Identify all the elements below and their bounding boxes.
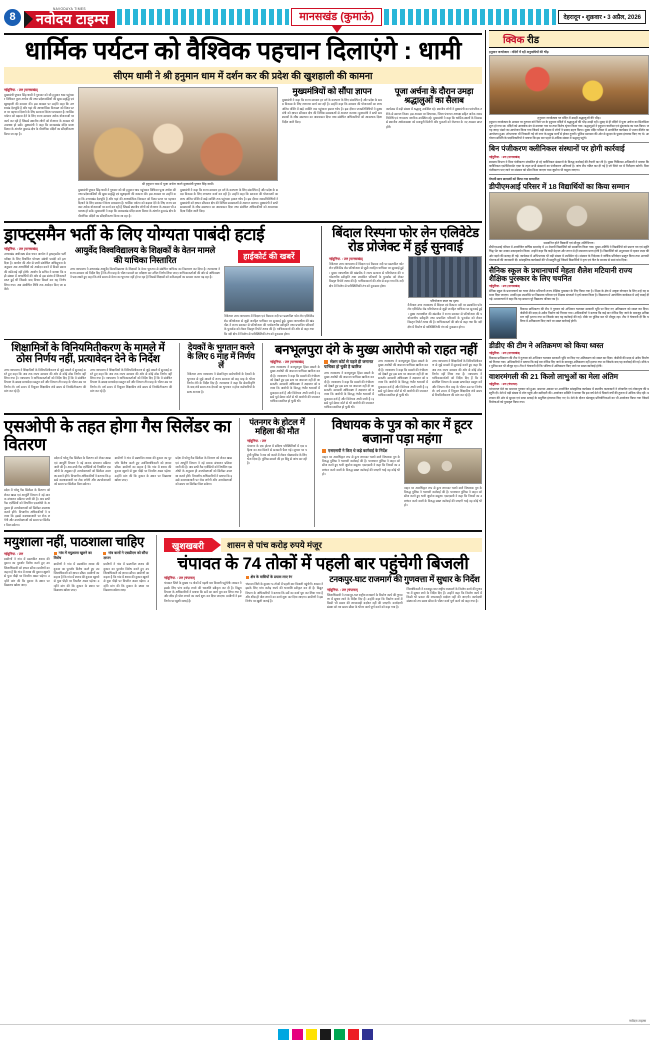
edition-label: मानसखंड (कुमाऊं)	[291, 8, 382, 26]
main-column	[4, 30, 482, 610]
bindal-photo-caption: परियोजना स्थल का दृश्य।	[430, 299, 460, 304]
color-swatch-3	[320, 1029, 331, 1040]
sidebar-body-2: डीपीएमआई परिसर में आयोजित वार्षिक समारोह में 18 मेधावी विद्यार्थियों को सम्मानित किया गया। मुख्य अतिथि ने विद्यार्थियों को प्रमाण पत्र एवं स्मृति चिह्न भेंट कर उनका उत्साहवर्धन किया। उन्होंने कहा कि कड़ी मेहनत और लगन से ही सफलता प्राप्त होती है। विद्यार्थियों को अनुशासन में रहकर लक्ष्य की ओर बढ़ने की सलाह दी गई। कार्यक्रम में अभिभावक भी बड़ी संख्या में उपस्थित रहे। संस्थान के निदेशक ने वार्षिक प्रतिवेदन प्रस्तुत किया तथा आगामी योजनाओं की जानकारी दी। सांस्कृतिक कार्यक्रमों की भी प्रस्तुति हुई जिसमें विद्यार्थियों ने नृत्य एवं गीत के माध्यम से समां बांध दिया।	[489, 245, 649, 262]
divider	[489, 370, 649, 371]
highcourt-badge-block	[224, 246, 314, 335]
sidebar-caption-0: हनुमान जन्मोत्सव पर मंदिर में उमड़ी श्रद्धालुओं की भीड़।	[537, 116, 601, 120]
bindal-byline: नईदुनिया. : उत्त (मानसखंड)	[329, 257, 363, 262]
bindal-body: नैनीताल उच्च न्यायालय में बिंदाल एवं रिस्पना नदी पर प्रस्तावित फोर लेन एलिवेटेड रोड परियोजना से जुड़ी जनहित याचिका पर सुनवाई हुई। मुख्य न्यायाधीश की खंडपीठ ने राज्य सरकार से परियोजना की पर्यावरणीय स्वीकृति तथा प्रभावित परिवारों के पुनर्वास को लेकर विस्तृत रिपोर्ट तलब की है। याचिकाकर्ता की ओर से कहा गया कि नदी क्षेत्र में निर्माण से पारिस्थितिकी तंत्र को नुकसान होगा।	[329, 262, 404, 288]
masthead-stripe-left	[117, 9, 289, 25]
sidebar-caption-2: सम्मानित होते विद्यार्थी एवं मौजूद अतिथिगण।	[543, 241, 595, 246]
masthead-stripe-right	[384, 9, 556, 25]
quick-read-title-suffix: रीड	[527, 35, 540, 46]
lead-body-1: मुख्यमंत्री पुष्कर सिंह धामी ने गुरुवार को श्री हनुमान धाम पहुंचकर विधिवत पूजा अर्चना की तथा प्रदेशवासियों की सुख समृद्धि एवं खुशहाली की कामना की। इस अवसर पर उन्होंने कहा कि उत्तराखंड देवभूमि है और यहां की आध्यात्मिक विरासत को विश्व पटल पर पहचान दिलाने के लिए सरकार निरंतर प्रयासरत है। धार्मिक पर्यटन को बढ़ावा देने के लिए राज्य सरकार अनेक योजनाओं पर कार्य कर रही है जिससे स्थानीय लोगों को रोजगार के अवसर भी उपलब्ध हो सकें। मुख्यमंत्री ने कहा कि मानसखंड मंदिर माला मिशन के अंतर्गत कुमाऊं क्षेत्र के पौराणिक मंदिरों का सौंदर्यीकरण किया जा रहा है।	[4, 93, 74, 136]
lead-body-1b: मुख्यमंत्री पुष्कर सिंह धामी ने गुरुवार को श्री हनुमान धाम पहुंचकर विधिवत पूजा अर्चना की तथा प्रदेशवासियों की सुख समृद्धि एवं खुशहाली की कामना की। इस अवसर पर उन्होंने कहा कि उत्तराखंड देवभूमि है और यहां की आध्यात्मिक विरासत को विश्व पटल पर पहचान दिलाने के लिए सरकार निरंतर प्रयासरत है। धार्मिक पर्यटन को बढ़ावा देने के लिए राज्य सरकार अनेक योजनाओं पर कार्य कर रही है जिससे स्थानीय लोगों को रोजगार के अवसर भी उपलब्ध हो सकें। मुख्यमंत्री ने कहा कि मानसखंड मंदिर माला मिशन के अंतर्गत कुमाऊं क्षेत्र के पौराणिक मंदिरों का सौंदर्यीकरण किया जा रहा है।	[78, 188, 176, 218]
logo-kicker: NAVODAYA TIMES	[52, 6, 86, 11]
lead-photo-caption: श्री हनुमान धाम में पूजा अर्चना करते मुख्यमंत्री पुष्कर सिंह धामी।	[141, 182, 215, 186]
draftsman-body: उत्तराखंड अधीनस्थ सेवा चयन आयोग ने ड्राफ्ट्समैन भर्ती परीक्षा के लिए निर्धारित योग्यता संबंधी पाबंदी को हटा दिया है। आयोग की ओर से जारी संशोधित अधिसूचना के अनुसार अब अभ्यर्थियों को आवेदन करने में किसी प्रकार की कठिनाई नहीं होगी। आयोग के सचिव ने बताया कि बड़ी संख्या में अभ्यर्थियों की ओर से इस संबंध में शिकायतें प्राप्त हुई थीं जिसके बाद विचार विमर्श कर यह निर्णय लिया गया। अब संशोधित तिथि तक आवेदन किए जा सकेंगे।	[4, 252, 66, 291]
divider	[314, 418, 315, 527]
highcourt-body: नैनीताल उच्च न्यायालय में बिंदाल एवं रिस्पना नदी पर प्रस्तावित फोर लेन एलिवेटेड रोड परियोजना से जुड़ी जनहित याचिका पर सुनवाई हुई। मुख्य न्यायाधीश की खंडपीठ ने राज्य सरकार से परियोजना की पर्यावरणीय स्वीकृति तथा प्रभावित परिवारों के पुनर्वास को लेकर विस्तृत रिपोर्ट तलब की है। याचिकाकर्ता की ओर से कहा गया कि नदी क्षेत्र में निर्माण से पारिस्थितिकी तंत्र को नुकसान होगा।	[224, 314, 314, 336]
dateline: देहरादून • शुक्रवार • 3 अप्रैल, 2026	[558, 10, 646, 24]
divider	[4, 413, 482, 415]
divider	[179, 343, 180, 410]
banbhoolpura-col-1	[270, 359, 320, 410]
hooter-block	[322, 418, 482, 527]
champawat-col-2	[246, 575, 324, 609]
pathshala-bullet-2: गांव वालों ने एसडीएम को सौंपा ज्ञापन	[103, 551, 149, 560]
divider	[4, 339, 482, 340]
champawat-headline: चंपावत के 74 तोकों में पहली बार पहुंचेगी बिजली	[177, 554, 469, 574]
champawat-body-2: चंपावत जिले के दूरस्थ 74 तोकों में पहली बार बिजली पहुंचेगी। शासन ने इसके लिए पांच करोड़ रुपये की धनराशि स्वीकृत कर दी है। विद्युत विभाग के अधिकारियों ने बताया कि सर्वे का कार्य पूरा कर लिया गया है और शीघ्र ही पोल लगाने का कार्य शुरू कर दिया जाएगा। ग्रामीणों ने इस निर्णय पर खुशी जताई है।	[245, 581, 323, 604]
sidebar-photo-2	[489, 192, 649, 240]
sidebar-photo-0	[489, 55, 649, 115]
sidebar-headline-5: वाशरमंगली की 21 किलो लाभुओं का मेला अंतिम	[489, 372, 619, 382]
edition-tag	[291, 8, 382, 26]
sidebar-kicker-0: हनुमान जन्मोत्सव : मंदिरों में रही अनुयायियों की भीड़	[489, 50, 549, 54]
banbhoolpura-byline: नईदुनिया. : उत्त (मानसखंड)	[270, 359, 304, 364]
lead-byline: नईदुनिया. : उत्त (मानसखंड)	[4, 88, 38, 92]
shikshamitra-headline: शिक्षामित्रों के विनियमितीकरण के मामले में ठोस निर्णय नहीं, प्रत्यावेदन देने के निर्देश	[11, 341, 165, 366]
lead-body-3: कार्यक्रम में बड़ी संख्या में श्रद्धालु उपस्थित रहे। स्थानीय लोगों ने मुख्यमंत्री का पारंपरिक तरीके से स्वागत किया। इस अवसर पर विधायक, जिला पंचायत अध्यक्ष सहित अनेक जनप्रतिनिधि एवं गणमान्य नागरिक उपस्थित रहे। मुख्यमंत्री ने कहा कि धार्मिक स्थलों के विकास से स्थानीय अर्थव्यवस्था को मजबूती मिलेगी और युवाओं को रोजगार के नए अवसर प्राप्त होंगे।	[386, 107, 482, 129]
tanakpur-body-2: जिलाधिकारी ने टनकपुर-घाट राष्ट्रीय राजमार्ग के निर्माण कार्य की गुणवत्ता में सुधार लाने के निर्देश दिए हैं। उन्होंने कहा कि निर्माण कार्य में किसी भी प्रकार की लापरवाही बर्दाश्त नहीं की जाएगी। कार्यदायी संस्था को तय समय सीमा के भीतर कार्य पूर्ण करने को कहा गया है।	[406, 586, 482, 604]
pathshala-bullet-1: गांव में मयुशाला खुलने का विरोध	[53, 551, 92, 560]
sidebar-item-clinical[interactable]	[489, 145, 649, 172]
divider	[489, 264, 649, 265]
lead-col-4	[386, 87, 482, 218]
banner-arrow-icon	[212, 538, 221, 552]
page-body	[0, 30, 650, 610]
bindal-headline: बिंदाल रिस्पना फोर लेन एलिवेटेड रोड प्रोजेक्ट में हुई सुनवाई	[332, 225, 479, 255]
shikshamitra-body-2: उच्च न्यायालय ने शिक्षामित्रों के विनियमितीकरण से जुड़े मामले में सुनवाई करते हुए कहा कि अब तक राज्य सरकार की ओर से कोई ठोस निर्णय नहीं लिया गया है। न्यायालय ने याचिकाकर्ताओं को निर्देश दिए हैं कि वे संबंधित विभाग के समक्ष प्रत्यावेदन प्रस्तुत करें और विभाग तीन माह के भीतर उस पर निर्णय ले। वर्ष 2005 में नियुक्त शिक्षामित्र लंबे समय से नियमितीकरण की मांग कर रहे हैं।	[90, 367, 172, 394]
hooter-bullet: एसएसपी ने किए थे कड़े कार्रवाई के निर्देश	[328, 447, 388, 453]
sop-body-2: प्रदेश में घरेलू गैस सिलेंडर के वितरण को लेकर खाद्य एवं आपूर्ति विभाग ने नई मानक संचालन प्रक्रिया जारी की है। अब सभी गैस एजेंसियों को निर्धारित एसओपी के अनुसार ही उपभोक्ताओं को सिलेंडर उपलब्ध कराने होंगे। विभागीय अधिकारियों ने बताया कि इससे कालाबाजारी पर रोक लगेगी और उपभोक्ताओं को समय पर सिलेंडर मिल सकेगा।	[54, 456, 111, 487]
hooter-body-2: वाहन पर अनाधिकृत रूप से हूटर लगाकर चलने वाले विधायक पुत्र के विरुद्ध पुलिस ने चालानी कार्रवाई की है। यातायात पुलिस ने वाहन को सीज करते हुए भारी जुर्माना वसूला। एसएसपी ने कहा कि नियमों का उल्लंघन करने वालों के विरुद्ध सख्त कार्रवाई की जाएगी चाहे वह कोई भी हो।	[404, 485, 482, 507]
bindal-block	[329, 226, 482, 336]
quick-read-header	[489, 30, 649, 48]
tanakpur-col-1	[327, 587, 403, 610]
sidebar-headline-2: डीपीएमआई परिसर में 18 विद्यार्थियों का किया सम्मान	[489, 182, 630, 192]
khushkhabri-text: शासन से पांच करोड़ रुपये मंजूर	[221, 538, 482, 552]
pantnagar-headline: पंतनगर के होटल में महिला की मौत	[249, 416, 305, 436]
sidebar-kicker-2: मेधावी छात्र छात्राओं को किया गया सम्मानित	[489, 177, 540, 182]
registration-color-bar	[0, 1024, 650, 1043]
ayurved-block	[70, 246, 220, 335]
champawat-col-1	[164, 575, 242, 609]
sidebar-item-dpmi[interactable]	[489, 177, 649, 262]
page-number-badge: 8	[4, 9, 21, 26]
shikshamitra-body: उच्च न्यायालय ने शिक्षामित्रों के विनियमितीकरण से जुड़े मामले में सुनवाई करते हुए कहा कि अब तक राज्य सरकार की ओर से कोई ठोस निर्णय नहीं लिया गया है। न्यायालय ने याचिकाकर्ताओं को निर्देश दिए हैं कि वे संबंधित विभाग के समक्ष प्रत्यावेदन प्रस्तुत करें और विभाग तीन माह के भीतर उस पर निर्णय ले। वर्ष 2005 में नियुक्त शिक्षामित्र लंबे समय से नियमितीकरण की मांग कर रहे हैं।	[4, 367, 86, 394]
sidebar-body-5: परंपरागत मेले का समापन गुरुवार को हुआ। समापन अवसर पर आयोजित सांस्कृतिक कार्यक्रम में स्थानीय कलाकारों ने लोकगीत एवं लोकनृत्य की प्रस्तुति दी। मेले में बड़ी संख्या में लोग पहुंचे और खरीदारी की। आयोजन समिति ने बताया कि इस वर्ष मेले में पिछले वर्षों की तुलना में अधिक भीड़ रही। प्रशासन की ओर से सुरक्षा एवं साफ सफाई के समुचित इंतजाम किए गए थे। मेले के दौरान खेलकूद प्रतियोगिताओं का भी आयोजन किया गया जिसमें विजेताओं को पुरस्कृत किया गया।	[489, 387, 649, 404]
edition-pointer-icon	[332, 26, 342, 33]
divider	[239, 418, 240, 527]
color-swatch-5	[348, 1029, 359, 1040]
color-swatch-2	[306, 1029, 317, 1040]
pathshala-block	[4, 535, 149, 610]
banbhoolpura-body-3: उच्च न्यायालय ने बनभूलपुरा हिंसा मामले के मुख्य आरोपी की जमानत याचिका खारिज कर दी है। न्यायालय ने कहा कि मामले की गंभीरता को देखते हुए इस स्तर पर जमानत नहीं दी जा सकती। सरकारी अधिवक्ता ने अदालत को बताया कि आरोपी के विरुद्ध गंभीर धाराओं में मुकदमा दर्ज है और विवेचना अभी जारी है। इससे पूर्व सेशन कोर्ट से भी आरोपी की जमानत याचिका खारिज हो चुकी थी।	[378, 358, 428, 398]
draftsman-col-1	[4, 246, 66, 335]
lead-subhead-3: पूजा अर्चना के दौरान उमड़ा श्रद्धालुओं का सैलाब	[394, 86, 474, 106]
pathshala-body-2: ग्रामीणों ने गांव में प्रस्तावित शराब की दुकान का पुरजोर विरोध करते हुए उपजिलाधिकारी को ज्ञापन सौंपा। ग्रामीणों का कहना है कि गांव में शराब की दुकान खुलने से युवा पीढ़ी पर विपरीत असर पड़ेगा। उन्होंने मांग की कि दुकान के स्थान पर विद्यालय खोला जाए।	[53, 562, 100, 593]
hooter-col-1	[322, 448, 400, 507]
zone-divider	[485, 30, 486, 610]
hooter-col-2	[404, 448, 482, 507]
highcourt-badge[interactable]: हाईकोर्ट की खबरें	[238, 250, 300, 263]
banbhoolpura-bullet: सेशन कोर्ट से पहले ही जमानत याचिका हो चुकी है खारिज	[324, 358, 374, 369]
color-swatch-0	[278, 1029, 289, 1040]
pathshala-col-1	[4, 551, 50, 592]
sidebar-body-1: स्वास्थ्य विभाग ने बिना पंजीकरण संचालित हो रहे क्लीनिकल संस्थानों के विरुद्ध कार्रवाई की तैयारी कर ली है। मुख्य चिकित्सा अधिकारी ने बताया कि क्लीनिकल एस्टेब्लिशमेंट एक्ट के तहत सभी संस्थानों का पंजीकरण अनिवार्य है। जांच टीम गठित कर दी गई है जो जिले भर में निरीक्षण करेगी। बिना पंजीकरण पाए जाने पर संस्थान को सील किया जाएगा तथा जुर्माना भी वसूला जाएगा।	[489, 159, 649, 172]
sop-headline: एसओपी के तहत होगा गैस सिलेंडर का वितरण	[4, 416, 231, 454]
bullet-icon	[322, 449, 326, 453]
sidebar-body-4-lead: विकास प्राधिकरण की टीम ने गुरुवार को अभियान चलाकर सरकारी भूमि पर किए गए अतिक्रमण को ध्वस्त कर दिया। जेसीबी की मदद से अवैध निर्माण को गिराया गया। अधिकारियों ने बताया कि कई बार नोटिस दिए जाने के बावजूद अतिक्रमण नहीं हटाया गया था जिसके बाद यह कार्रवाई की गई। मौके पर पुलिस बल भी मौजूद रहा। टीम ने चेतावनी दी कि भविष्य में अतिक्रमण किए जाने पर सख्त कार्रवाई होगी।	[520, 306, 649, 323]
sop-mugshot	[4, 456, 50, 486]
lead-body-2: मुख्यमंत्री ने कहा कि राज्य सरकार हर वर्ग के कल्याण के लिए संकल्पित है और प्रदेश के समग्र विकास के लिए लगातार कार्य कर रही है। उन्होंने कहा कि सरकार की योजनाओं का लाभ अंतिम पंक्ति में खड़े व्यक्ति तक पहुंचाना हमारा ध्येय है। इस दौरान जनप्रतिनिधियों ने मुख्यमंत्री को ज्ञापन सौंपकर क्षेत्र की विभिन्न समस्याओं से अवगत कराया। मुख्यमंत्री ने सभी समस्याओं के शीघ्र समाधान का आश्वासन दिया तथा संबंधित अधिकारियों को आवश्यक दिशा निर्देश जारी किए।	[282, 98, 382, 124]
tanakpur-byline: नईदुनिया. : उत्त (चंपावत)	[327, 587, 359, 592]
sop-mug-col	[4, 456, 50, 527]
pantnagar-body: पंतनगर के एक होटल में संदिग्ध परिस्थितियों में एक महिला का शव मिलने से सनसनी फैल गई। सूचना पर पहुंची पुलिस ने शव को कब्जे में लेकर पोस्टमार्टम के लिए भेज दिया है। पुलिस मामले की हर बिंदु से जांच कर रही है।	[247, 443, 307, 466]
hooter-headline: विधायक के पुत्र को कार में हूटर बजाना पड़ा महंगा	[331, 416, 473, 446]
champawat-block	[164, 535, 482, 610]
highcourt-photo	[224, 266, 314, 312]
divider	[4, 33, 482, 35]
divider	[4, 221, 482, 223]
pantnagar-byline: नईदुनिया. : उत्त	[247, 438, 267, 443]
quick-read-title-prefix: क्विक	[503, 35, 525, 46]
ayurved-headline: आयुर्वेद विश्वविद्यालय के शिक्षकों के वेतन मामले की याचिका निस्तारित	[74, 245, 216, 265]
sidebar-body-0: हनुमान जन्मोत्सव के अवसर पर गुरुवार को जिले भर के हनुमान मंदिरों में श्रद्धालुओं की भीड़ उमड़ी रही। सुबह से ही मंदिरों में पूजा अर्चना का सिलसिला शुरू हो गया था। मंदिरों को आकर्षक ढंग से सजाया गया था तथा विशेष श्रृंगार किया गया। श्रद्धालुओं ने हनुमान चालीसा एवं सुंदरकांड का पाठ किया। जगह जगह भंडारे का आयोजन किया गया जिसमें बड़ी संख्या में लोगों ने प्रसाद ग्रहण किया। मुख्य मंदिर परिसर में आयोजित कार्यक्रम में भजन कीर्तन का आयोजन हुआ। शोभायात्रा भी निकाली गई जो नगर के प्रमुख मार्गों से होकर गुजरी। पुलिस प्रशासन की ओर से सुरक्षा के पुख्ता इंतजाम किए गए थे। आयोजन समिति के पदाधिकारियों ने बताया कि इस बार पहले से अधिक संख्या में श्रद्धालु पहुंचे।	[489, 120, 649, 141]
lead-subhead: सीएम धामी ने श्री हनुमान धाम में दर्शन कर की प्रदेश की खुशहाली की कामना	[4, 67, 482, 84]
draftsman-byline: नईदुनिया. : उत्त (मानसखंड)	[4, 247, 38, 252]
quick-read-sidebar	[489, 30, 649, 610]
khushkhabri-banner	[164, 538, 482, 552]
lead-body-2b: मुख्यमंत्री ने कहा कि राज्य सरकार हर वर्ग के कल्याण के लिए संकल्पित है और प्रदेश के समग्र विकास के लिए लगातार कार्य कर रही है। उन्होंने कहा कि सरकार की योजनाओं का लाभ अंतिम पंक्ति में खड़े व्यक्ति तक पहुंचाना हमारा ध्येय है। इस दौरान जनप्रतिनिधियों ने मुख्यमंत्री को ज्ञापन सौंपकर क्षेत्र की विभिन्न समस्याओं से अवगत कराया। मुख्यमंत्री ने सभी समस्याओं के शीघ्र समाधान का आश्वासन दिया तथा संबंधित अधिकारियों को आवश्यक दिशा निर्देश जारी किए।	[180, 188, 278, 214]
banbhoolpura-body-4: उच्च न्यायालय ने शिक्षामित्रों के विनियमितीकरण से जुड़े मामले में सुनवाई करते हुए कहा कि अब तक राज्य सरकार की ओर से कोई ठोस निर्णय नहीं लिया गया है। न्यायालय ने याचिकाकर्ताओं को निर्देश दिए हैं कि वे संबंधित विभाग के समक्ष प्रत्यावेदन प्रस्तुत करें और विभाग तीन माह के भीतर उस पर निर्णय ले। वर्ष 2005 में नियुक्त शिक्षामित्र लंबे समय से नियमितीकरण की मांग कर रहे हैं।	[432, 358, 482, 398]
pathshala-col-2	[54, 551, 100, 592]
tanakpur-headline: टनकपुर-घाट राजमार्ग की गुणवत्ता में सुधार के निर्देश	[329, 574, 480, 585]
draftsman-headline: ड्राफ्ट्समैन भर्ती के लिए योग्यता पाबंदी हटाई	[4, 225, 265, 245]
deyak-block	[187, 343, 255, 410]
lead-headline: धार्मिक पर्यटन को वैश्विक पहचान दिलाएंगे : धामी	[24, 37, 462, 65]
crop-note: नवोदय टाइम्स	[629, 1019, 646, 1023]
sidebar-mugshot	[489, 307, 517, 339]
logo-text: नवोदय टाइम्स	[24, 11, 115, 28]
banbhoolpura-headline: बनभूलपुरा दंगे के मुख्य आरोपी को राहत नहीं	[274, 341, 478, 357]
bullet-icon	[103, 552, 106, 555]
banbhoolpura-body-2: उच्च न्यायालय ने बनभूलपुरा हिंसा मामले के मुख्य आरोपी की जमानत याचिका खारिज कर दी है। न्यायालय ने कहा कि मामले की गंभीरता को देखते हुए इस स्तर पर जमानत नहीं दी जा सकती। सरकारी अधिवक्ता ने अदालत को बताया कि आरोपी के विरुद्ध गंभीर धाराओं में मुकदमा दर्ज है और विवेचना अभी जारी है। इससे पूर्व सेशन कोर्ट से भी आरोपी की जमानत याचिका खारिज हो चुकी थी।	[324, 370, 374, 410]
masthead	[0, 0, 650, 30]
sop-body: प्रदेश में घरेलू गैस सिलेंडर के वितरण को लेकर खाद्य एवं आपूर्ति विभाग ने नई मानक संचालन प्रक्रिया जारी की है। अब सभी गैस एजेंसियों को निर्धारित एसओपी के अनुसार ही उपभोक्ताओं को सिलेंडर उपलब्ध कराने होंगे। विभागीय अधिकारियों ने बताया कि इससे कालाबाजारी पर रोक लगेगी और उपभोक्ताओं को समय पर सिलेंडर मिल सकेगा।	[4, 488, 50, 527]
hooter-photo	[404, 448, 482, 484]
banbhoolpura-body: उच्च न्यायालय ने बनभूलपुरा हिंसा मामले के मुख्य आरोपी की जमानत याचिका खारिज कर दी है। न्यायालय ने कहा कि मामले की गंभीरता को देखते हुए इस स्तर पर जमानत नहीं दी जा सकती। सरकारी अधिवक्ता ने अदालत को बताया कि आरोपी के विरुद्ध गंभीर धाराओं में मुकदमा दर्ज है और विवेचना अभी जारी है। इससे पूर्व सेशन कोर्ट से भी आरोपी की जमानत याचिका खारिज हो चुकी थी।	[270, 364, 320, 404]
sidebar-headline-3: सैनिक स्कूल के प्रधानाचार्य मेहता शैलेश मटियानी राज्य शैक्षिक पुरस्कार के लिए चयनित	[489, 265, 633, 283]
sop-block	[4, 418, 232, 527]
lead-photo-block	[78, 87, 278, 218]
shikshamitra-block	[4, 343, 172, 410]
deyak-body: नैनीताल उच्च न्यायालय ने सेवानिवृत्त कर्मचारियों के देयकों के भुगतान से जुड़े मामले में राज्य सरकार को छह माह के भीतर निर्णय लेने के निर्देश दिए हैं। न्यायालय ने कहा कि सेवानिवृत्ति के बाद लंबे समय तक देयकों का भुगतान न होना कर्मचारियों के साथ अन्याय है।	[187, 372, 255, 394]
sidebar-byline-5: नईदुनिया. : उत्त (चंपावत)	[489, 382, 518, 387]
tanakpur-block	[327, 575, 482, 609]
bindal-col-1	[329, 256, 404, 329]
lead-story	[4, 38, 482, 218]
section-city	[4, 418, 482, 527]
lead-col-3	[282, 87, 382, 218]
divider	[321, 226, 322, 336]
sidebar-item-sainik-school[interactable]	[489, 267, 649, 302]
champawat-byline: नईदुनिया. : उत्त (चंपावत)	[164, 576, 196, 581]
color-swatch-1	[292, 1029, 303, 1040]
sidebar-headline-1: बिन पंजीकरण क्लीनिकल संस्थानों पर होगी कार्रवाई	[489, 144, 625, 154]
hooter-body: वाहन पर अनाधिकृत रूप से हूटर लगाकर चलने वाले विधायक पुत्र के विरुद्ध पुलिस ने चालानी कार्रवाई की है। यातायात पुलिस ने वाहन को सीज करते हुए भारी जुर्माना वसूला। एसएसपी ने कहा कि नियमों का उल्लंघन करने वालों के विरुद्ध सख्त कार्रवाई की जाएगी चाहे वह कोई भी हो।	[322, 454, 400, 476]
lead-subhead-2: मुख्यमंत्रियों को सौंपा ज्ञापन	[292, 86, 372, 96]
bullet-icon	[54, 552, 57, 555]
sop-body-4: प्रदेश में घरेलू गैस सिलेंडर के वितरण को लेकर खाद्य एवं आपूर्ति विभाग ने नई मानक संचालन प्रक्रिया जारी की है। अब सभी गैस एजेंसियों को निर्धारित एसओपी के अनुसार ही उपभोक्ताओं को सिलेंडर उपलब्ध कराने होंगे। विभागीय अधिकारियों ने बताया कि इससे कालाबाजारी पर रोक लगेगी और उपभोक्ताओं को समय पर सिलेंडर मिल सकेगा।	[175, 456, 233, 487]
sidebar-item-mela[interactable]	[489, 373, 649, 404]
color-swatch-4	[334, 1029, 345, 1040]
bindal-body-2: नैनीताल उच्च न्यायालय में बिंदाल एवं रिस्पना नदी पर प्रस्तावित फोर लेन एलिवेटेड रोड परियोजना से जुड़ी जनहित याचिका पर सुनवाई हुई। मुख्य न्यायाधीश की खंडपीठ ने राज्य सरकार से परियोजना की पर्यावरणीय स्वीकृति तथा प्रभावित परिवारों के पुनर्वास को लेकर विस्तृत रिपोर्ट तलब की है। याचिकाकर्ता की ओर से कहा गया कि नदी क्षेत्र में निर्माण से पारिस्थितिकी तंत्र को नुकसान होगा।	[407, 303, 482, 329]
section-courts-2	[4, 343, 482, 410]
pantnagar-block	[247, 418, 307, 527]
lead-photo	[78, 87, 278, 181]
divider	[262, 343, 263, 410]
champawat-bullet: क्षेत्र के वासियों के प्रयास लाए रंग	[250, 575, 293, 580]
bullet-icon	[246, 576, 249, 579]
pathshala-headline: मयुशाला नहीं, पाठशाला चाहिए	[4, 534, 145, 550]
color-swatch-6	[362, 1029, 373, 1040]
bindal-photo-block	[408, 256, 483, 329]
pathshala-col-3	[103, 551, 149, 592]
sidebar-headline-4: डीडीए की टीम ने अतिक्रमण को किया ध्वस्त	[489, 340, 604, 350]
divider	[489, 142, 649, 143]
section-bottom	[4, 535, 482, 610]
sidebar-byline-3: नईदुनिया. : उत्त (मानसखंड)	[489, 284, 521, 289]
divider	[489, 304, 649, 305]
lead-col-1	[4, 87, 74, 218]
publication-logo[interactable]	[24, 7, 115, 28]
champawat-body: चंपावत जिले के दूरस्थ 74 तोकों में पहली बार बिजली पहुंचेगी। शासन ने इसके लिए पांच करोड़ रुपये की धनराशि स्वीकृत कर दी है। विद्युत विभाग के अधिकारियों ने बताया कि सर्वे का कार्य पूरा कर लिया गया है और शीघ्र ही पोल लगाने का कार्य शुरू कर दिया जाएगा। ग्रामीणों ने इस निर्णय पर खुशी जताई है।	[164, 581, 242, 603]
tanakpur-body: जिलाधिकारी ने टनकपुर-घाट राष्ट्रीय राजमार्ग के निर्माण कार्य की गुणवत्ता में सुधार लाने के निर्देश दिए हैं। उन्होंने कहा कि निर्माण कार्य में किसी भी प्रकार की लापरवाही बर्दाश्त नहीं की जाएगी। कार्यदायी संस्था को तय समय सीमा के भीतर कार्य पूर्ण करने को कहा गया है।	[327, 592, 403, 610]
ayurved-body: उच्च न्यायालय ने उत्तराखंड आयुर्वेद विश्वविद्यालय के शिक्षकों के वेतन भुगतान से संबंधित याचिका का निस्तारण कर दिया है। न्यायालय ने राज्य सरकार को निर्देश दिए हैं कि तीन माह के भीतर मामले का परीक्षण कर उचित निर्णय लिया जाए। याचिकाकर्ताओं की ओर से अधिवक्ता ने पक्ष रखते हुए कहा कि लंबे समय से वेतन का भुगतान नहीं हो पा रहा है जिससे शिक्षकों को कठिनाइयों का सामना करना पड़ रहा है।	[70, 266, 220, 280]
divider	[156, 535, 157, 610]
deyak-headline: देयकों के भुगतान करने के लिए 6 माह में निर्णय लें	[187, 341, 255, 371]
section-highcourt	[4, 226, 482, 336]
divider	[4, 530, 482, 532]
sidebar-item-dda[interactable]	[489, 307, 649, 369]
sidebar-body-3: सैनिक स्कूल के प्रधानाचार्य का चयन शैलेश मटियानी राज्य शैक्षिक पुरस्कार के लिए किया गया है। शिक्षा के क्षेत्र में उत्कृष्ट योगदान के लिए उन्हें यह सम्मान दिया जाएगा। उनकी इस उपलब्धि पर विद्यालय परिवार एवं शिक्षक संगठनों ने हर्ष व्यक्त किया है। विद्यालय में आयोजित कार्यक्रम में उन्हें बधाई दी गई। प्रधानाचार्य ने कहा कि यह सम्मान पूरे विद्यालय परिवार का है।	[489, 289, 649, 302]
banbhoolpura-block	[270, 343, 482, 410]
sidebar-body-4: विकास प्राधिकरण की टीम ने गुरुवार को अभियान चलाकर सरकारी भूमि पर किए गए अतिक्रमण को ध्वस्त कर दिया। जेसीबी की मदद से अवैध निर्माण को गिराया गया। अधिकारियों ने बताया कि कई बार नोटिस दिए जाने के बावजूद अतिक्रमण नहीं हटाया गया था जिसके बाद यह कार्रवाई की गई। मौके पर पुलिस बल भी मौजूद रहा। टीम ने चेतावनी दी कि भविष्य में अतिक्रमण किए जाने पर सख्त कार्रवाई होगी।	[489, 355, 649, 368]
divider	[489, 174, 649, 175]
khushkhabri-label: खुशखबरी	[164, 538, 212, 552]
sop-body-3: ग्रामीणों ने गांव में प्रस्तावित शराब की दुकान का पुरजोर विरोध करते हुए उपजिलाधिकारी को ज्ञापन सौंपा। ग्रामीणों का कहना है कि गांव में शराब की दुकान खुलने से युवा पीढ़ी पर विपरीत असर पड़ेगा। उन्होंने मांग की कि दुकान के स्थान पर विद्यालय खोला जाए।	[114, 456, 172, 482]
banbhoolpura-col-2	[324, 359, 374, 410]
sidebar-byline-1: नईदुनिया. : उत्त (मानसखंड)	[489, 154, 521, 159]
bindal-photo	[408, 256, 483, 298]
pathshala-byline: नईदुनिया. : उत्त	[4, 552, 24, 557]
sidebar-item-hanuman[interactable]	[489, 50, 649, 140]
draftsman-block	[4, 226, 314, 336]
sidebar-byline-4: नईदुनिया. : उत्त (मानसखंड)	[489, 350, 521, 355]
pathshala-body-3: ग्रामीणों ने गांव में प्रस्तावित शराब की दुकान का पुरजोर विरोध करते हुए उपजिलाधिकारी को ज्ञापन सौंपा। ग्रामीणों का कहना है कि गांव में शराब की दुकान खुलने से युवा पीढ़ी पर विपरीत असर पड़ेगा। उन्होंने मांग की कि दुकान के स्थान पर विद्यालय खोला जाए।	[103, 562, 150, 593]
pathshala-body: ग्रामीणों ने गांव में प्रस्तावित शराब की दुकान का पुरजोर विरोध करते हुए उपजिलाधिकारी को ज्ञापन सौंपा। ग्रामीणों का कहना है कि गांव में शराब की दुकान खुलने से युवा पीढ़ी पर विपरीत असर पड़ेगा। उन्होंने मांग की कि दुकान के स्थान पर विद्यालय खोला जाए।	[4, 557, 50, 587]
